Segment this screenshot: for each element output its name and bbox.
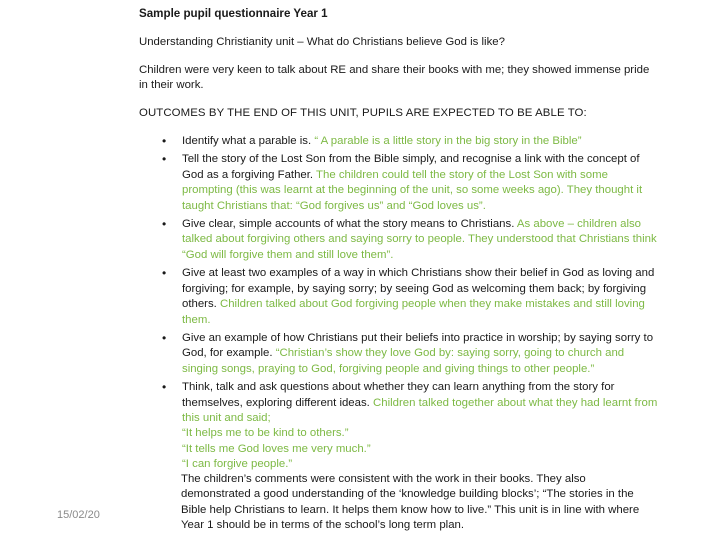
outcomes-list (139, 134, 659, 473)
outcome-text: Tell the story of the Lost Son from the Bible simply, and recognise a link with the concept of God as a forgiving Father. (182, 153, 640, 181)
pupil-quote: “It tells me God loves me very much.” (182, 442, 371, 455)
document-title: Sample pupil questionnaire Year 1 (139, 7, 328, 20)
outcomes-heading: OUTCOMES BY THE END OF THIS UNIT, PUPILS ARE EXPECTED TO BE ABLE TO: (139, 106, 587, 119)
outcome-item (182, 152, 659, 214)
outcome-evidence: The children could tell the story of the Lost Son with some prompting (this was learnt at the beginning of the unit, so some weeks ago). They thought it taught Christians that: “God forgives us” and “God loves us”. (182, 168, 643, 212)
pupil-quote: “I can forgive people.” (182, 458, 293, 471)
outcome-item (182, 380, 659, 472)
outcome-evidence: As above – children also talked about forgiving others and saying sorry to people. They understood that Christians think “God will forgive them and still love them”. (182, 218, 657, 261)
outcome-text: Give an example of how Christians put their beliefs into practice in worship; by saying sorry to God, for example. (182, 331, 654, 360)
outcome-evidence: “ A parable is a little story in the big story in the Bible” (314, 135, 582, 148)
outcome-text: Identify what a parable is. (182, 135, 315, 148)
pupil-quotes (182, 426, 659, 472)
outcome-text: Give clear, simple accounts of what the story means to Christians. (182, 218, 517, 231)
outcome-item (182, 217, 659, 263)
outcome-evidence: “Christian’s show they love God by: saying sorry, going to church and singing songs, praying to God, forgiving people and giving things to other people.” (182, 347, 625, 375)
outcome-item (182, 134, 659, 149)
outcome-item (182, 266, 659, 328)
pupil-quote: “It helps me to be kind to others.” (182, 427, 349, 440)
intro-paragraph: Children were very keen to talk about RE and share their books with me; they showed immense pride in their work. (139, 63, 650, 92)
slide-date: 15/02/20 (57, 509, 100, 521)
outcome-text: Give at least two examples of a way in which Christians show their belief in God as loving and forgiving; for example, by saying sorry; by seeing God as welcoming them back; by forgiving others. (182, 267, 655, 311)
document-body (139, 6, 659, 476)
outcome-evidence: Children talked together about what they had learnt from this unit and said; (182, 396, 658, 424)
outcome-text: Think, talk and ask questions about whether they can learn anything from the story for themselves, exploring different ideas. (182, 381, 615, 409)
outcome-item (182, 331, 659, 377)
conclusion-paragraph: The children’s comments were consistent with the work in their books. They also demonstrated a good understanding of the ‘knowledge building blocks’; “The stories in the Bible help Christians to learn. It helps them know how to live.” This unit is in line with where Year 1 should be in terms of the school’s long term plan. (181, 473, 640, 532)
outcome-evidence: Children talked about God forgiving people when they make mistakes and still loving them. (182, 298, 645, 326)
unit-line: Understanding Christianity unit – What do Christians believe God is like? (139, 36, 505, 49)
